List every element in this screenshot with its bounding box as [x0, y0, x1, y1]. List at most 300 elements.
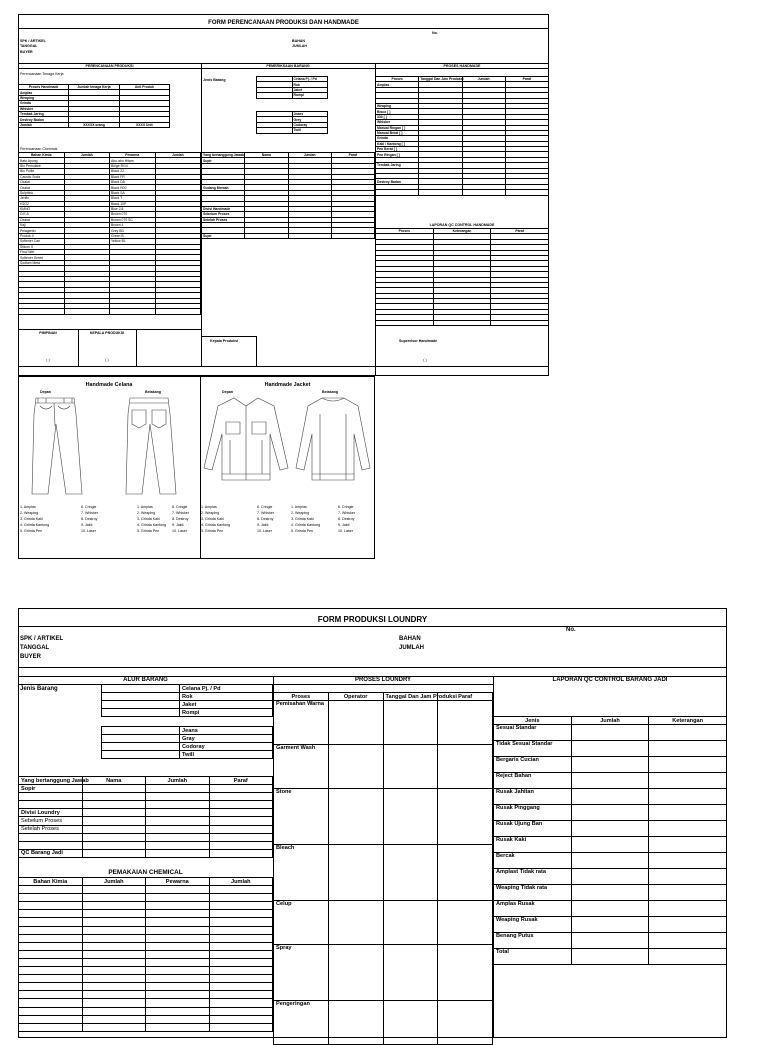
table-cell[interactable] [328, 945, 383, 1001]
table-cell[interactable] [438, 701, 493, 745]
table-cell[interactable] [649, 741, 727, 757]
chem-header: Pewarna [110, 153, 156, 158]
table-cell[interactable] [438, 845, 493, 901]
table-cell[interactable] [649, 869, 727, 885]
table-cell[interactable] [82, 1007, 146, 1015]
tenaga-header: Jumlah tenaga Kerja [69, 85, 119, 90]
table-cell[interactable] [146, 902, 210, 910]
chem-table-2 [18, 877, 273, 1032]
table-cell[interactable] [82, 1015, 146, 1023]
chem-header: Jumlah [64, 153, 110, 158]
table-row [274, 745, 493, 789]
table-cell[interactable] [209, 894, 273, 902]
table-row [19, 809, 273, 817]
proses-loundry-title: PROSES LOUNDRY [354, 677, 412, 683]
table-cell[interactable] [209, 983, 273, 991]
qc-header: Proses [376, 229, 434, 234]
table-cell[interactable] [328, 901, 383, 945]
table-cell: Weaping [376, 103, 419, 108]
table-cell[interactable] [82, 902, 146, 910]
table-cell[interactable] [571, 789, 649, 805]
handmade-jacket-title: Handmade Jacket [264, 382, 311, 388]
table-cell[interactable] [19, 886, 83, 894]
chem-header: Bahan Kimia [19, 153, 65, 158]
table-cell[interactable] [19, 902, 83, 910]
sign-paren: ( ) [423, 358, 427, 362]
table-cell[interactable] [82, 999, 146, 1007]
table-cell[interactable] [571, 869, 649, 885]
table-cell[interactable] [571, 949, 649, 965]
table-cell[interactable] [209, 967, 273, 975]
spk-label: SPK / ARTIKEL [20, 39, 46, 43]
table-cell[interactable] [383, 701, 438, 745]
table-cell: KMNO [19, 206, 65, 211]
table-cell[interactable] [438, 745, 493, 789]
table-row [19, 910, 273, 918]
table-cell[interactable] [146, 841, 210, 849]
table-cell[interactable] [146, 934, 210, 942]
table-cell[interactable] [19, 983, 83, 991]
table-cell: 330 [ ] [376, 114, 419, 119]
table-cell[interactable] [82, 918, 146, 926]
table-cell[interactable] [433, 320, 491, 325]
section-pemeriksaan: PEMERIKSAAN BARANG [266, 64, 310, 68]
table-cell[interactable] [146, 967, 210, 975]
table-row: Tembak Jaring [19, 111, 170, 116]
table-cell: Sebelum Proses [202, 212, 245, 217]
table-cell[interactable] [209, 1015, 273, 1023]
table-cell[interactable] [64, 309, 110, 314]
table-cell[interactable] [19, 801, 83, 809]
legend-item: 2. Weaping [137, 511, 156, 515]
tenaga-header: Unit Produk [119, 85, 169, 90]
table-cell: Whisker [376, 120, 419, 125]
table-cell[interactable] [245, 233, 288, 238]
table-cell: Jenfix [19, 196, 65, 201]
table-cell[interactable] [209, 1023, 273, 1031]
table-cell[interactable] [209, 999, 273, 1007]
tenaga-header: Proses Handmade [19, 85, 69, 90]
table-cell[interactable] [209, 934, 273, 942]
table-cell[interactable] [82, 886, 146, 894]
table-cell[interactable] [383, 789, 438, 845]
table-cell[interactable] [649, 757, 727, 773]
table-cell: Divisi Handmade [202, 206, 245, 211]
table-cell[interactable] [146, 910, 210, 918]
table-cell[interactable] [438, 901, 493, 945]
table-cell[interactable] [571, 885, 649, 901]
table-row [274, 845, 493, 901]
table-cell[interactable] [146, 849, 210, 857]
table-cell[interactable] [19, 958, 83, 966]
table-cell[interactable] [376, 190, 419, 195]
legend-item: 7. Whisker [81, 511, 98, 515]
table-cell[interactable] [209, 833, 273, 841]
table-cell[interactable] [383, 945, 438, 1001]
table-cell[interactable] [146, 793, 210, 801]
chem-header: Pewarna [146, 878, 210, 886]
legend-item: 7. Whisker [257, 511, 274, 515]
pants-back-drawing [120, 394, 180, 498]
table-cell[interactable] [571, 821, 649, 837]
table-cell[interactable] [146, 1007, 210, 1015]
table-cell: Total [494, 949, 572, 965]
table-cell: Rusak Kaki [494, 837, 572, 853]
table-cell[interactable] [438, 1001, 493, 1045]
legend-item: 10. Laser [81, 529, 96, 533]
table-cell[interactable] [146, 817, 210, 825]
table-cell[interactable] [82, 849, 146, 857]
table-cell: Oxalat [19, 179, 65, 184]
table-cell: Sesuai Standar [494, 725, 572, 741]
table-cell[interactable] [209, 910, 273, 918]
table-cell[interactable] [146, 1015, 210, 1023]
table-cell: Rusak Ujung Ban [494, 821, 572, 837]
table-cell[interactable] [146, 926, 210, 934]
table-cell[interactable] [146, 785, 210, 793]
legend-item: 9. Jakti [172, 523, 184, 527]
table-row [19, 902, 273, 910]
table-row [19, 975, 273, 983]
table-cell[interactable] [146, 918, 210, 926]
section-proses-handmade: PROSES HANDMADE [443, 64, 481, 68]
resp-header: Paraf [331, 153, 374, 158]
table-cell: Kaji [19, 223, 65, 228]
table-cell[interactable] [110, 309, 156, 314]
table-cell[interactable] [209, 825, 273, 833]
table-cell[interactable] [146, 999, 210, 1007]
table-cell[interactable] [82, 841, 146, 849]
tenaga-title: Perencanaan Tenaga Kerja [20, 72, 64, 76]
table-cell[interactable] [82, 926, 146, 934]
table-cell: Blue 2.8 [110, 206, 156, 211]
table-cell[interactable] [649, 789, 727, 805]
qc-header: Paraf [491, 229, 549, 234]
table-cell[interactable] [376, 320, 434, 325]
legend-item: 10. Laser [172, 529, 187, 533]
table-cell[interactable] [571, 933, 649, 949]
table-cell[interactable] [19, 910, 83, 918]
qc-header: Jenis [494, 717, 572, 725]
table-cell[interactable] [209, 918, 273, 926]
table-cell[interactable] [82, 958, 146, 966]
sign-paren: ( ) [46, 358, 50, 362]
table-cell: Garment Wash [274, 745, 329, 789]
table-cell[interactable] [209, 1007, 273, 1015]
table-cell: Bleach [274, 845, 329, 901]
legend-item: 1. Amplas [291, 505, 307, 509]
table-cell: Bergaris Cucian [494, 757, 572, 773]
table-cell[interactable] [649, 725, 727, 741]
table-cell[interactable] [649, 773, 727, 789]
table-cell[interactable] [328, 701, 383, 745]
table-cell: Green B [110, 233, 156, 238]
table-cell[interactable] [209, 950, 273, 958]
table-cell[interactable] [19, 309, 65, 314]
table-cell[interactable] [209, 801, 273, 809]
table-cell[interactable] [82, 785, 146, 793]
table-cell[interactable] [146, 983, 210, 991]
table-cell[interactable] [19, 833, 83, 841]
table-cell[interactable] [209, 975, 273, 983]
legend-item: 7. Whisker [172, 511, 189, 515]
table-cell[interactable] [146, 809, 210, 817]
table-row [494, 757, 727, 773]
table-cell[interactable] [288, 233, 331, 238]
pants-front-drawing [26, 394, 86, 498]
legend-item: 8. Destroy [81, 517, 98, 521]
table-row [19, 309, 201, 314]
table-row [376, 77, 549, 82]
table-cell[interactable] [383, 901, 438, 945]
table-cell[interactable] [146, 894, 210, 902]
table-cell[interactable] [82, 817, 146, 825]
table-cell[interactable] [383, 1001, 438, 1045]
table-row [19, 777, 273, 785]
table-cell[interactable] [571, 837, 649, 853]
chem-header: Jumlah [155, 153, 201, 158]
table-row [19, 926, 273, 934]
table-cell: Amplast Tidak rata [494, 869, 572, 885]
table-cell[interactable] [331, 233, 374, 238]
legend-item: 9. Jakti [257, 523, 269, 527]
table-cell[interactable] [82, 1023, 146, 1031]
legend-item: 9. Jakti [338, 523, 350, 527]
table-cell[interactable] [649, 933, 727, 949]
table-cell[interactable] [209, 991, 273, 999]
table-cell[interactable] [649, 949, 727, 965]
table-cell: Amplas [376, 82, 419, 87]
table-cell: Pen Berat [ ] [376, 147, 419, 152]
table-row [376, 190, 549, 195]
proses-header: Paraf [438, 693, 493, 701]
table-cell[interactable] [209, 785, 273, 793]
legend-item: 2. Weaping [201, 511, 220, 515]
table-cell[interactable] [155, 309, 201, 314]
table-cell[interactable] [328, 745, 383, 789]
table-row [274, 1001, 493, 1045]
table-cell: Gudang Mentah [202, 185, 245, 190]
table-cell[interactable] [19, 793, 83, 801]
table-row: Destroy Badan [19, 117, 170, 122]
table-cell[interactable] [82, 825, 146, 833]
table-cell[interactable] [209, 809, 273, 817]
table-cell[interactable] [649, 853, 727, 869]
sign-pimpinan: PIMPINAN [39, 331, 57, 335]
table-cell: Oxalat [19, 185, 65, 190]
legend-item: 3. Grinda Kaki [201, 517, 224, 521]
table-row [274, 945, 493, 1001]
table-cell[interactable] [571, 725, 649, 741]
jumlah-label: JUMLAH [399, 645, 424, 651]
table-cell: Black R00 [110, 185, 156, 190]
table-cell[interactable] [82, 793, 146, 801]
table-cell[interactable] [209, 793, 273, 801]
tanggal-label: TANGGAL [20, 645, 50, 651]
table-cell[interactable] [82, 942, 146, 950]
chem-header: Jumlah [82, 878, 146, 886]
table-cell: Supir [202, 158, 245, 163]
table-cell[interactable] [209, 886, 273, 894]
table-cell[interactable] [491, 320, 549, 325]
table-cell[interactable] [146, 886, 210, 894]
table-cell[interactable] [419, 190, 462, 195]
table-row: Grinda [19, 101, 170, 106]
table-cell[interactable] [19, 841, 83, 849]
table-cell[interactable] [82, 801, 146, 809]
table-cell: Celup [274, 901, 329, 945]
table-cell: Rusak Jahitan [494, 789, 572, 805]
table-cell[interactable] [82, 983, 146, 991]
table-cell[interactable] [571, 901, 649, 917]
table-cell[interactable] [438, 945, 493, 1001]
table-cell[interactable] [209, 841, 273, 849]
table-cell[interactable] [649, 917, 727, 933]
table-cell[interactable] [82, 950, 146, 958]
buyer-label: BUYER [20, 654, 42, 660]
table-row [494, 773, 727, 789]
jenis-barang-boxes: Celana Pj. / Pd Rok Jaket Rompi [256, 76, 328, 99]
table-cell[interactable] [146, 950, 210, 958]
table-cell[interactable] [571, 773, 649, 789]
sign-kepala-produksi: KEPALA PRODUKSI [89, 331, 125, 335]
table-cell: Black T [110, 196, 156, 201]
table-cell[interactable] [146, 958, 210, 966]
table-cell[interactable] [146, 942, 210, 950]
table-cell[interactable] [82, 910, 146, 918]
table-row [376, 320, 549, 325]
legend-item: 1. Amplas [20, 505, 36, 509]
form2-title: FORM PRODUKSI LOUNDRY [317, 615, 428, 624]
resp-table-2 [18, 776, 273, 858]
table-cell[interactable] [571, 805, 649, 821]
legend-item: 10. Laser [338, 529, 353, 533]
qc-loundry-table [493, 716, 727, 965]
table-cell: Tidak Sesuai Standar [494, 741, 572, 757]
table-cell[interactable] [383, 845, 438, 901]
table-cell[interactable] [82, 833, 146, 841]
table-cell[interactable] [383, 745, 438, 789]
spk-label: SPK / ARTIKEL [20, 636, 64, 642]
jacket-back-drawing [292, 394, 374, 484]
table-cell[interactable] [571, 741, 649, 757]
table-cell[interactable] [209, 926, 273, 934]
table-row [19, 942, 273, 950]
table-row [19, 958, 273, 966]
qc-handmade-title: LAPORAN QC CONTROL HANDMADE [429, 223, 495, 227]
table-cell[interactable] [209, 958, 273, 966]
table-cell[interactable] [649, 837, 727, 853]
legend-item: 1. Amplas [201, 505, 217, 509]
table-row [494, 949, 727, 965]
table-cell[interactable] [19, 942, 83, 950]
table-cell[interactable] [19, 894, 83, 902]
table-cell[interactable] [571, 853, 649, 869]
table-cell[interactable] [209, 902, 273, 910]
legend-item: 6. Cringle [172, 505, 188, 509]
table-row [19, 950, 273, 958]
table-cell[interactable] [82, 809, 146, 817]
table-cell[interactable] [19, 934, 83, 942]
jenis-barang-label: Jenis Barang [203, 78, 226, 82]
resp-table [201, 152, 375, 239]
table-cell[interactable] [209, 849, 273, 857]
table-cell[interactable] [146, 975, 210, 983]
table-cell[interactable] [146, 801, 210, 809]
table-row [494, 869, 727, 885]
table-cell[interactable] [82, 991, 146, 999]
legend-item: 9. Jakti [81, 523, 93, 527]
table-cell[interactable] [19, 926, 83, 934]
table-cell[interactable] [505, 190, 548, 195]
table-cell: Sulphinu [19, 190, 65, 195]
table-cell[interactable] [19, 918, 83, 926]
jumlah-label: JUMLAH [292, 44, 307, 48]
table-cell: Caustic Soda [19, 174, 65, 179]
table-cell[interactable] [649, 805, 727, 821]
table-row [494, 837, 727, 853]
table-row [19, 934, 273, 942]
table-cell[interactable] [649, 821, 727, 837]
legend-item: 4. Grinda Kantong [201, 523, 231, 527]
table-cell[interactable] [19, 1007, 83, 1015]
table-cell[interactable] [328, 845, 383, 901]
proses-header: Jumlah [462, 77, 505, 82]
table-cell[interactable] [438, 789, 493, 845]
table-cell[interactable] [649, 901, 727, 917]
table-cell: Divisi Loundry [19, 809, 83, 817]
table-cell[interactable] [19, 1023, 83, 1031]
table-cell[interactable] [19, 1015, 83, 1023]
table-cell[interactable] [82, 894, 146, 902]
qc-loundry-title: LAPORAN QC CONTROL BARANG JADI [552, 677, 668, 683]
table-cell[interactable] [146, 833, 210, 841]
table-cell[interactable] [328, 789, 383, 845]
table-cell: Spray [274, 945, 329, 1001]
table-cell[interactable] [146, 825, 210, 833]
sign-kepala-produksi-2: Kepala Produksi [210, 339, 239, 343]
table-cell: Black FR [110, 174, 156, 179]
table-cell: Tembak Jaring [376, 163, 419, 168]
bahan-label: BAHAN [399, 636, 421, 642]
table-cell[interactable] [649, 885, 727, 901]
table-cell[interactable] [462, 190, 505, 195]
table-cell[interactable] [19, 967, 83, 975]
table-row [494, 789, 727, 805]
table-cell[interactable] [146, 991, 210, 999]
table-cell[interactable] [209, 817, 273, 825]
table-cell: Pelagentix [19, 228, 65, 233]
table-row [274, 701, 493, 745]
table-cell[interactable] [19, 999, 83, 1007]
table-cell[interactable] [82, 934, 146, 942]
table-cell[interactable] [571, 757, 649, 773]
table-cell[interactable] [146, 1023, 210, 1031]
table-cell[interactable] [571, 917, 649, 933]
table-cell[interactable] [19, 991, 83, 999]
legend-item: 6. Cringle [81, 505, 97, 509]
table-cell[interactable] [82, 975, 146, 983]
table-cell[interactable] [19, 975, 83, 983]
jenis-barang-label: Jenis Barang [20, 686, 58, 692]
table-cell: Bisco [ ] [376, 109, 419, 114]
table-cell[interactable] [328, 1001, 383, 1045]
table-cell[interactable] [19, 950, 83, 958]
table-cell[interactable] [82, 967, 146, 975]
table-row [19, 793, 273, 801]
table-cell: Pemisahan Warna [274, 701, 329, 745]
table-cell[interactable] [209, 942, 273, 950]
